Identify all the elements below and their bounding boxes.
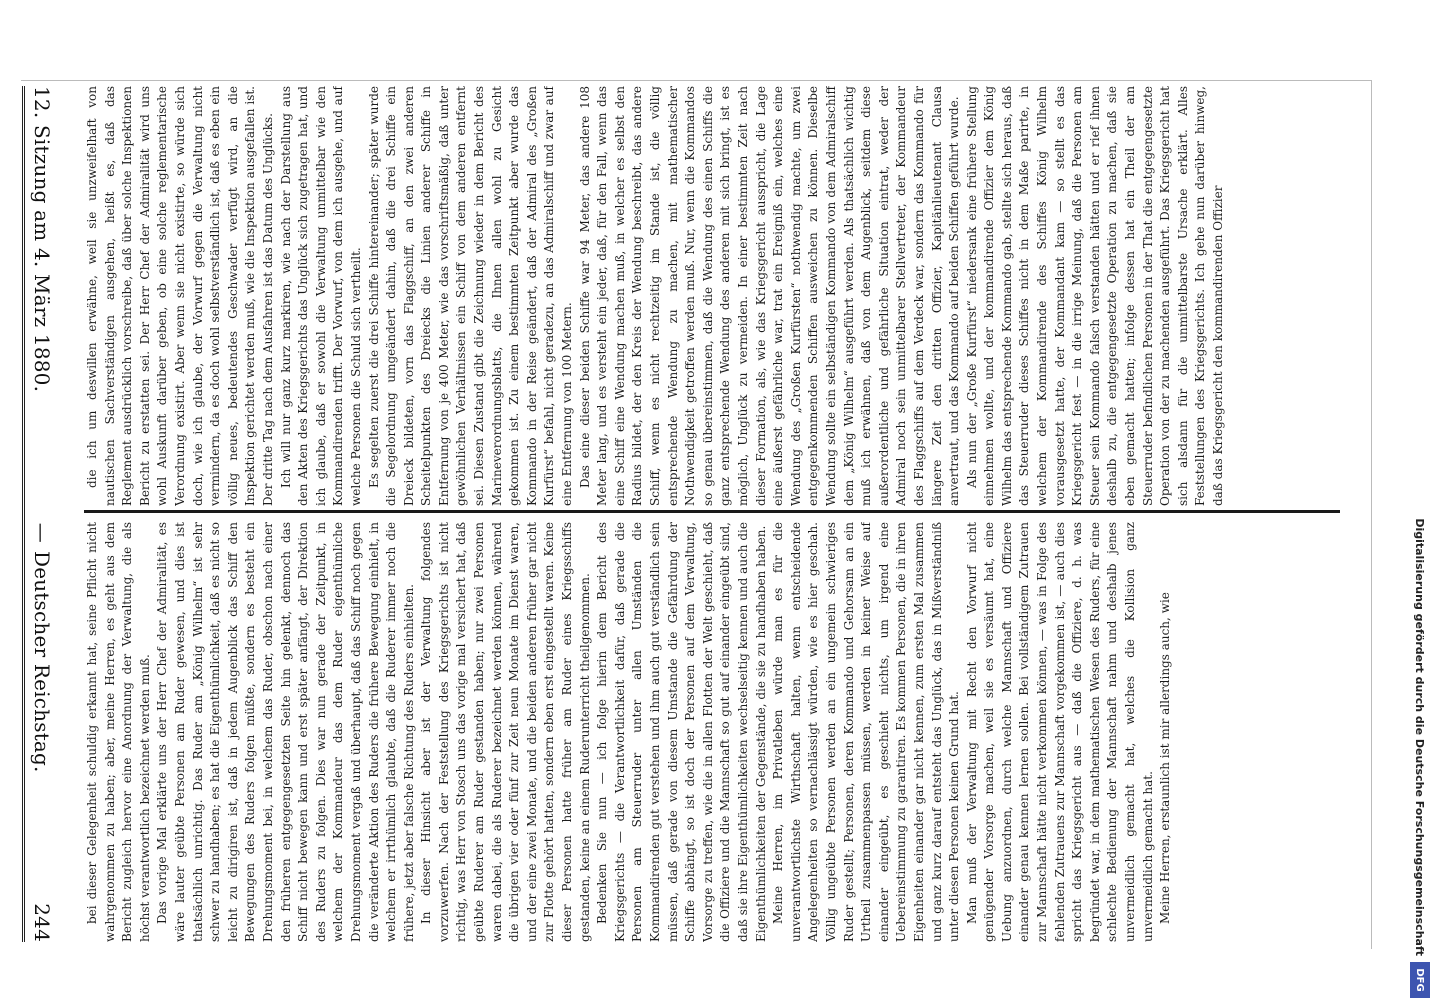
paragraph: Ich will nur ganz kurz markiren, wie nach der Darstellung aus den Akten des Kriegsgerichts das Unglück sich zugetragen hat, und ich glaube, daß er sowohl die Verwaltung unmittelbar wie den Kommandirenden trifft. Der Vorwurf, von dem ich ausgehe, und auf welche Personen die Schuld sich vertheilt. [278,86,363,506]
paragraph: die ich um deswillen erwähne, weil sie unzweifelhaft von nautischen Sachverständigen ausgehen, heißt es, daß das Reglement ausdrücklich vorschreibe, daß über solche Inspektionen Bericht zu erstatten sei. Der Herr Chef der Admiralität wird uns wohl Auskunft darüber geben, ob eine solche reglementarische Verordnung existirt. Aber wenn sie nicht existirte, so würde sich doch, wie ich glaube, der Vorwurf gegen die Verwaltung nicht vermindern, da es doch wohl selbstverständlich ist, daß es eben ein völlig neues, bedeutendes Geschwader verfügt wird, an die Inspektion gerichtet werden muß, wie die Inspektion ausgefallen ist. Der dritte Tag nach dem Ausfahren ist das Datum des Unglücks. [85,86,275,506]
dfg-logo: DFG [1410,962,1430,998]
page-number: 244 [30,903,54,942]
text-column-left [84,86,1340,506]
publication-block [30,523,54,773]
paragraph: Als nun der „Große Kurfürst“ niedersank eine frühere Stellung einnehmen wollte, und der kommandirende Offizier dem König Wilhelm das entsprechende Kommando gab, stellte sich heraus, daß das Steuerruder dieses Schiffes nicht in dem Maße parirte, in welchem der Kommandirende des Schiffes König Wilhelm vorausgesetzt hatte, der Kommandant kam — so stellt es das Kriegsgericht fest — in die irrige Meinung, daß die Personen am Steuer sein Kommando falsch verstanden hätten und er rief ihnen deshalb zu, die entgegengesetzte Operation zu machen, daß sie eben gemacht hatten; infolge dessen hat ein Theil der am Steuerruder befindlichen Personen in der That die entgegengesetzte Operation von der zu machenden ausgeführt. Das Kriegsgericht hat sich alsdann für die unmittelbarste Ursache erklärt. Alles Feststellungen des Kriegsgerichts. Ich gehe nun darüber hinweg, daß das Kriegsgericht den kommandirenden Offizier [964,86,1225,506]
paragraph: Es segelten zuerst die drei Schiffe hintereinander; später wurde die Segelordnung umgeändert dahin, daß die drei Schiffe ein Dreieck bildeten, vorn das Flaggschiff, an den zwei anderen Scheitelpunkten des Dreiecks die Linien anderer Schiffe in Entfernung von je 400 Meter, wie das vorschriftsmäßig, daß unter gewöhnlichen Verhältnissen ein Schiff von dem anderen entfernt sei. Diesen Zustand gibt die Zeichnung wieder in dem Bericht des Marineverordnungsblatts, die Ihnen allen wohl zu Gesicht gekommen ist. Zu einem bestimmten Zeitpunkt aber wurde das Kommando in der Reise geändert, daß der Admiral des „Großen Kurfürst“ befahl, nicht geradezu, an das Admiralschiff und zwar auf eine Entfernung von 100 Metern. [366,86,575,506]
paragraph: Man muß der Verwaltung mit Recht den Vorwurf nicht genügender Vorsorge machen, weil sie es versäumt hat, eine Uebung anzuordnen, durch welche Mannschaft und Offiziere einander genau kennen lernen sollen. Bei vollständigem Zutrauen zur Mannschaft hätte nicht verkommen können, — was in Folge des fehlenden Zutrauens zur Mannschaft vorgekommen ist, — auch dies spricht das Kriegsgericht aus — daß die Offiziere, d. h. was begründet war, in dem mathematischen Wesen des Ruders, für eine schlechte Bedienung der Mannschaft nahm und deshalb jenes unvermeidlich gemacht hat, welches die Kollision ganz unvermeidlich gemacht hat. [964,522,1155,942]
paragraph: Meine Herren, im Privatleben würde man es für die unverantwortlichste Wirthschaft halten, wenn entscheidende Angelegenheiten so vernachlässigt würden, wie es hier geschah. Völlig ungeübte Personen werden an ein ungemein schwieriges Ruder gestellt; Personen, deren Kommando und Gehorsam an ein Urtheil zusammenpassen müssen, werden in keiner Weise auf einander eingeübt, es geschieht nichts, um irgend eine Uebereinstimmung zu garantiren. Es kommen Personen, die in ihren Eigenheiten einander gar nicht kennen, zum ersten Mal zusammen und ganz kurz darauf entsteht das Unglück, das in Mißverständniß unter diesen Personen keinen Grund hat. [771,522,962,942]
paragraph: In dieser Hinsicht aber ist der Verwaltung folgendes vorzuwerfen. Nach der Feststellung des Kriegsgerichts ist nicht richtig, was Herr von Stosch uns das vorige mal versichert hat, daß geübte Ruderer am Ruder gestanden haben; nur zwei Personen waren dabei, die als Ruderer bezeichnet werden können, während die übrigen vier oder fünf zur Zeit neun Monate im Dienst waren, und der eine zwei Monate, und die beiden anderen früher gar nicht zur Flotte gehört hatten, sondern eben erst eingestellt waren. Keine dieser Personen hatte früher am Ruder eines Kriegsschiffs gestanden, keine an einem Ruderunterricht theilgenommen. [419,522,592,942]
session-title: 12. Sitzung am 4. März 1880. [30,86,54,393]
header-rule [22,86,25,942]
page-header [30,86,70,942]
digitization-credit-strip [1392,0,1432,1000]
text-column-right [84,522,1340,942]
column-divider [84,510,1340,513]
paragraph: Das eine dieser beiden Schiffe war 94 Meter, das andere 108 Meter lang, und es versteht ein jeder, daß, für den Fall, wenn das eine Schiff eine Wendung machen muß, in welcher es selbst den Radius bildet, der den Kreis der Wendung beschreibt, das andere Schiff, wenn es nicht rechtzeitig im Stande ist, die völlig entsprechende Wendung zu machen, mit mathematischer Nothwendigkeit getroffen werden muß. Nur, wenn die Kommandos so genau übereinstimmen, daß die Wendung des einen Schiffs die ganz entsprechende Wendung des anderen mit sich bringt, ist es möglich, Unglück zu vermeiden. In einer bestimmten Zeit nach dieser Formation, als, wie das Kriegsgericht ausspricht, die Lage eine äußerst gefährliche war, trat ein Ereigniß ein, welches eine Wendung des „Großen Kurfürsten“ nothwendig machte, um zwei entgegenkommenden Schiffen ausweichen zu können. Dieselbe Wendung sollte ein selbständigen Kommando von dem Admiralschiff dem „König Wilhelm“ ausgeführt werden. Als thatsächlich wichtig muß ich erwähnen, daß von dem Augenblick, seitdem diese außerordentliche und gefährliche Situation eintrat, weder der Admiral noch sein unmittelbarer Stellvertreter, der Kommandeur des Flaggschiffs auf dem Verdeck war, sondern das Kommando für längere Zeit den dritten Offizier, Kapitänlieutenant Clausa anvertraut, und das Kommando auf beiden Schiffen geführt wurde. [577,86,962,506]
header-separator: — [30,522,54,543]
dfg-credit-text: Digitalisierung gefördert durch die Deutsche Forschungsgemeinschaft [1413,518,1426,956]
publication-title: Deutscher Reichstag. [30,550,54,773]
paragraph: Bedenken Sie nun — ich folge hierin dem Bericht des Kriegsgerichts — die Verantwortlichkeit dafür, daß gerade die Personen am Steuerruder unter allen Umständen die Kommandirenden gut verstehen und ihm auch gut verständlich sein müssen, daß gerade von diesem Umstande die Gefährdung der Schiffe abhängt, so ist doch der Personen auf dem Verwaltung, Vorsorge zu treffen, wie die in allen Flotten der Welt geschieht, daß die Offiziere und die Mannschaft so gut auf einander eingeübt sind, daß sie ihre Eigenthümlichkeiten wechselseitig kennen und auch die Eigenthümlichkeiten der Gegenstände, die sie zu handhaben haben. [595,522,768,942]
paragraph: bei dieser Gelegenheit schuldig erkannt hat, seine Pflicht nicht wahrgenommen zu haben; aber, meine Herren, es geht aus dem Bericht zugleich hervor eine Anordnung der Verwaltung, die als höchst verantwortlich bezeichnet werden muß. [85,522,152,942]
paragraph: Meine Herren, erstaunlich ist mir allerdings auch, wie [1158,592,1173,924]
paragraph: Das vorige Mal erklärte uns der Herr Chef der Admiralität, es wäre lauter geübte Personen am Ruder gewesen, und dies ist thatsächlich unrichtig. Das Ruder am „König Wilhelm“ ist sehr schwer zu handhaben; es hat die Eigenthümlichkeit, daß es nicht so leicht zu dirigiren ist, daß in jedem Augenblick das Schiff den Bewegungen des Ruders folgen müßte, sondern es besteht ein Drehungsmoment bei, in welchem das Ruder, obschon nach einer den früheren entgegengesetzten Seite hin gelenkt, dennoch das Schiff nicht bewegen kann und erst später anfängt, der Direktion des Ruders zu folgen. Dies war nun gerade der Zeitpunkt, in welchem der Kommandeur das dem Ruder eigenthümliche Drehungsmoment vergaß und überhaupt, daß das Schiff noch gegen die veränderte Aktion des Ruders die frühere Bewegung einhielt, in welchem er irrthümlich glaubte, daß die Ruderer immer noch die frühere, jetzt aber falsche Richtung des Ruders einhielten. [155,522,416,942]
